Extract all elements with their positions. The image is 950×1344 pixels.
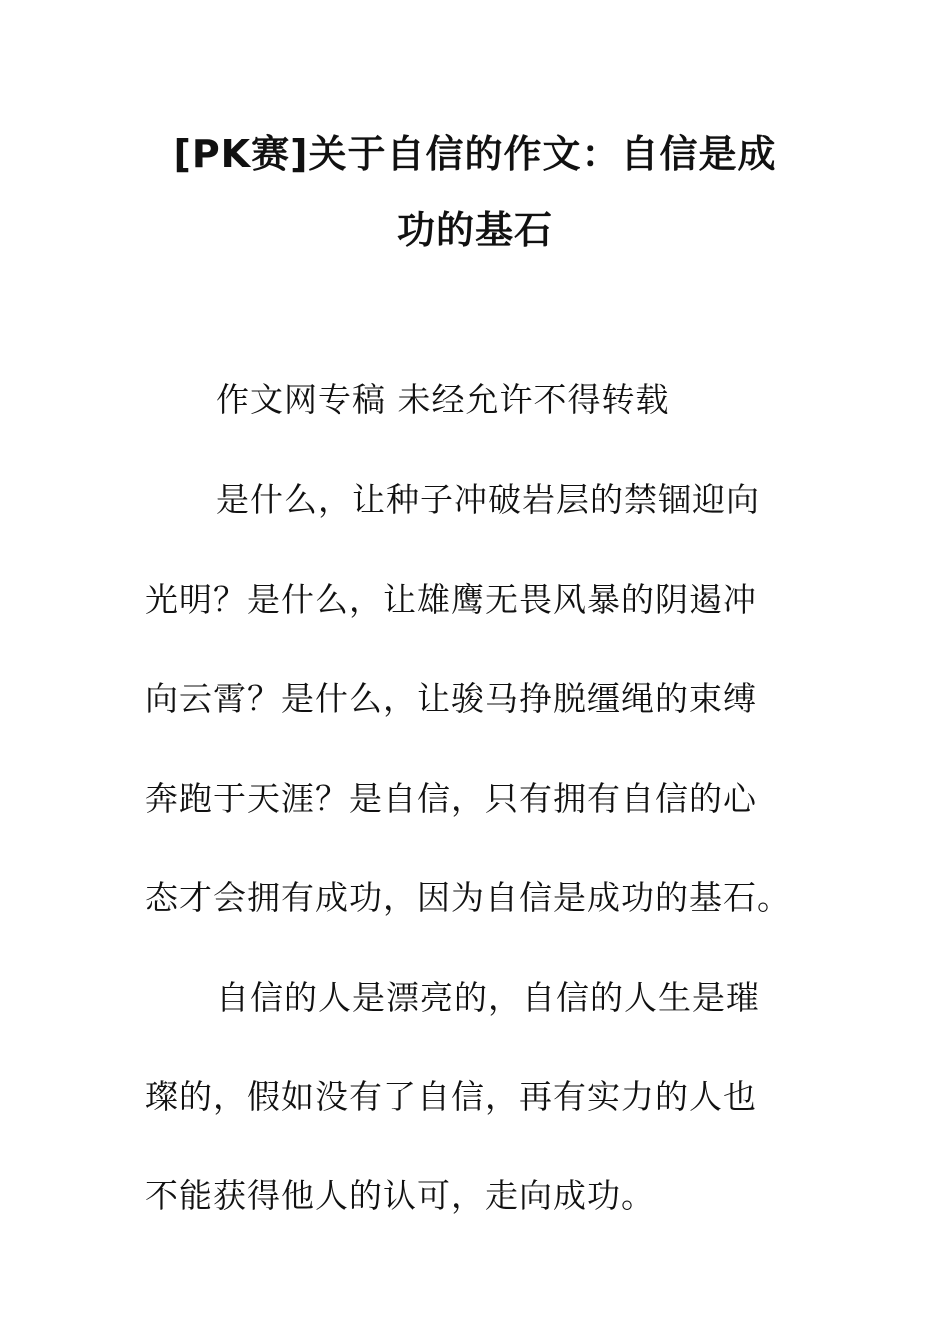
paragraph-1-line-3: 向云霄？是什么，让骏马挣脱缰绳的束缚: [145, 679, 757, 718]
paragraph-1-line-4: 奔跑于天涯？是自信，只有拥有自信的心: [145, 779, 757, 818]
paragraph-1-line-1: 是什么，让种子冲破岩层的禁锢迎向: [216, 480, 760, 519]
paragraph-1-line-5: 态才会拥有成功，因为自信是成功的基石。: [145, 878, 791, 917]
title-line-2: 功的基石: [396, 208, 553, 252]
paragraph-2-line-2: 璨的，假如没有了自信，再有实力的人也: [145, 1077, 757, 1116]
paragraph-1-line-2: 光明？是什么，让雄鹰无畏风暴的阴遏冲: [145, 580, 757, 619]
title-line-1: [PK赛]关于自信的作文：自信是成: [173, 132, 777, 176]
copyright-note: 作文网专稿 未经允许不得转载: [216, 380, 670, 419]
paragraph-2-line-3: 不能获得他人的认可，走向成功。: [145, 1176, 655, 1215]
paragraph-2-line-1: 自信的人是漂亮的，自信的人生是璀: [216, 978, 760, 1017]
